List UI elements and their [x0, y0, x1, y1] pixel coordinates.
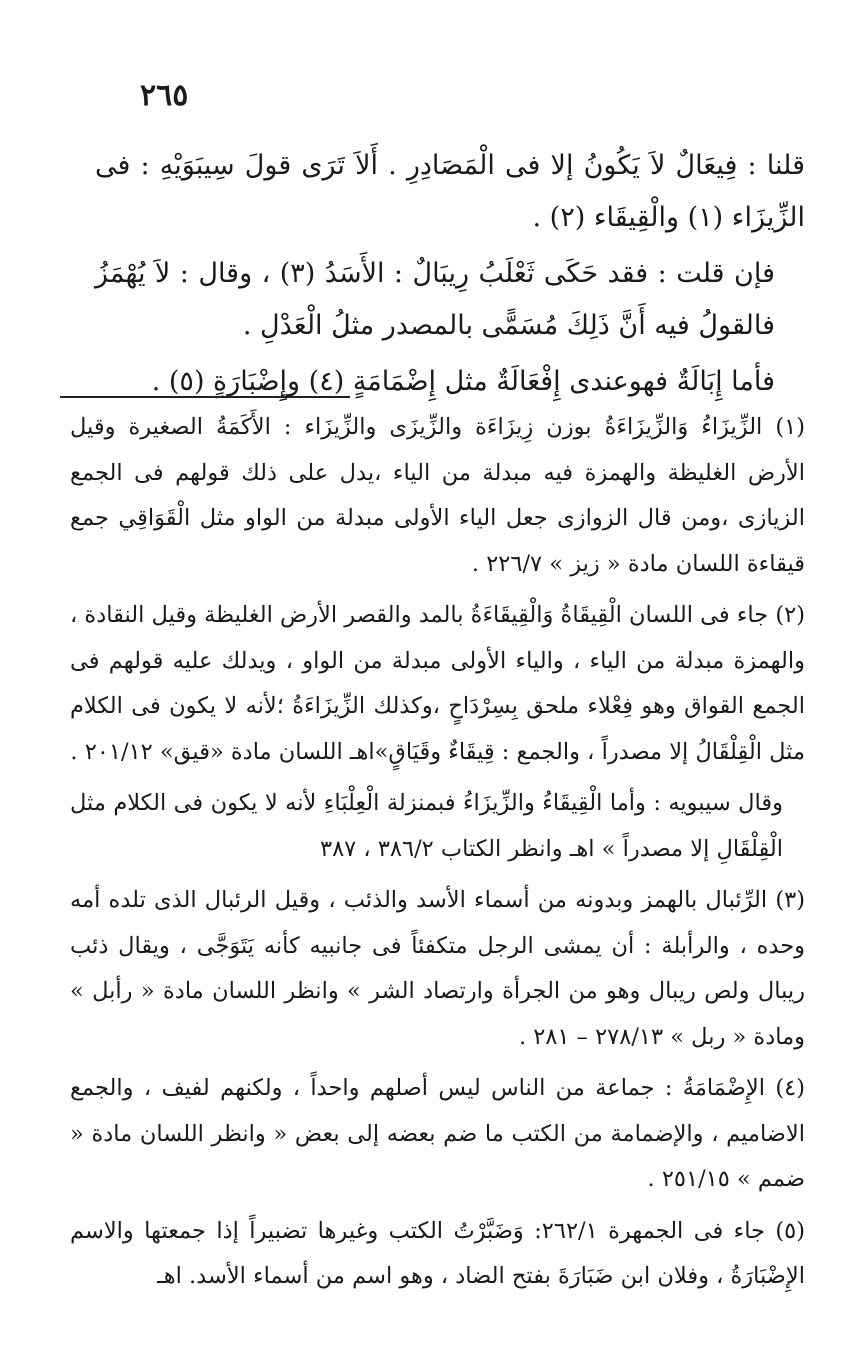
page-number: ٢٦٥ — [140, 78, 189, 113]
footnote-5: (٥) جاء فى الجمهرة ٢٦٢/١: وَضَبَّرْتُ الكتب وغيرها تضبيراً إذا جمعتها والاسم الإِضْبَارَةُ ، وفلان ابن ضَبَارَةَ بفتح الضاد ، وهو اسم من أسماء الأسد. اهـ — [70, 1217, 806, 1289]
main-paragraph: قلنا : فِيعَالٌ لاَ يَكُونُ إلا فى الْمَصَادِرِ . أَلاَ تَرَى قولَ سِيبَوَيْهِ : فى الزِّيزَاء (١) والْقِيقَاء (٢) . — [95, 150, 805, 233]
footnote-2-continuation: وقال سيبويه : وأما الْقِيقَاءُ والزِّيزَاءُ فبمنزلة الْعِلْبَاءِ لأنه لا يكون فى الكلام مثل الْقِلْقَالِ إلا مصدراً » اهـ وانظر الكتاب ٣٨٦/٢ ، ٣٨٧ — [70, 790, 783, 862]
main-paragraph: فإن قلت : فقد حَكَى ثَعْلَبُ رِيبَالٌ : الأَسَدُ (٣) ، وقال : لاَ يُهْمَزُ فالقولُ فيه أَنَّ ذَلِكَ مُسَمًّى بالمصدر مثلُ الْعَدْلِ . — [95, 258, 775, 341]
footnotes — [70, 405, 805, 1306]
main-text — [95, 140, 805, 412]
footnote-4: (٤) الإِضْمَامَةُ : جماعة من الناس ليس أصلهم واحداً ، ولكنهم لفيف ، والجمع الاضاميم ، والإضمامة من الكتب ما ضم بعضه إلى بعض « وانظر اللسان مادة « ضمم » ٢٥١/١٥ . — [70, 1075, 805, 1192]
footnote-1: (١) الزِّيزَاءُ وَالزِّيزَاءَةُ بوزن زِيزَاءَة والزِّيزَى والزِّيزَاء : الأَكَمَةُ الصغيرة وقيل الأرض الغليظة والهمزة فيه مبدلة من الياء ،يدل على ذلك قولهم فى الجمع الزيازى ،ومن قال الزوازى جعل الياء الأولى مبدلة من الواو مثل الْقَوَاقِي جمع قيقاءة اللسان مادة « زيز » ٢٢٦/٧ . — [70, 414, 805, 577]
footnote-divider — [60, 396, 350, 398]
footnote-3: (٣) الرِّئبال بالهمز وبدونه من أسماء الأسد والذئب ، وقيل الرئبال الذى تلده أمه وحده ، والرأبلة : أن يمشى الرجل متكفئاً فى جانبيه كأنه يَتَوَجَّى ، ويقال ذئب ريبال ولص ريبال وهو من الجرأة وارتصاد الشر » وانظر اللسان مادة « رأبل » ومادة « ربل » ٢٧٨/١٣ – ٢٨١ . — [70, 887, 805, 1050]
footnote-2: (٢) جاء فى اللسان الْقِيقَاةُ وَالْقِيقَاءَةُ بالمد والقصر الأرض الغليظة وقيل النقادة ، والهمزة مبدلة من الياء ، والياء الأولى مبدلة من الواو ، ويدلك عليه قولهم فى الجمع القواق وهو فِعْلاء ملحق بِسِرْدَاحٍ ،وكذلك الزِّيزَاءَةُ ؛لأنه لا يكون فى الكلام مثل الْقِلْقَالُ إلا مصدراً ، والجمع : قِيقَاءٌ وقَيَاقٍ»اهـ اللسان مادة «قيق» ٢٠١/١٢ . — [70, 602, 805, 765]
main-paragraph: فأما إِبَالَةٌ فهوعندى إِفْعَالَةٌ مثل إِضْمَامَةٍ (٤) وإِضْبَارَةٍ (٥) . — [151, 366, 775, 397]
